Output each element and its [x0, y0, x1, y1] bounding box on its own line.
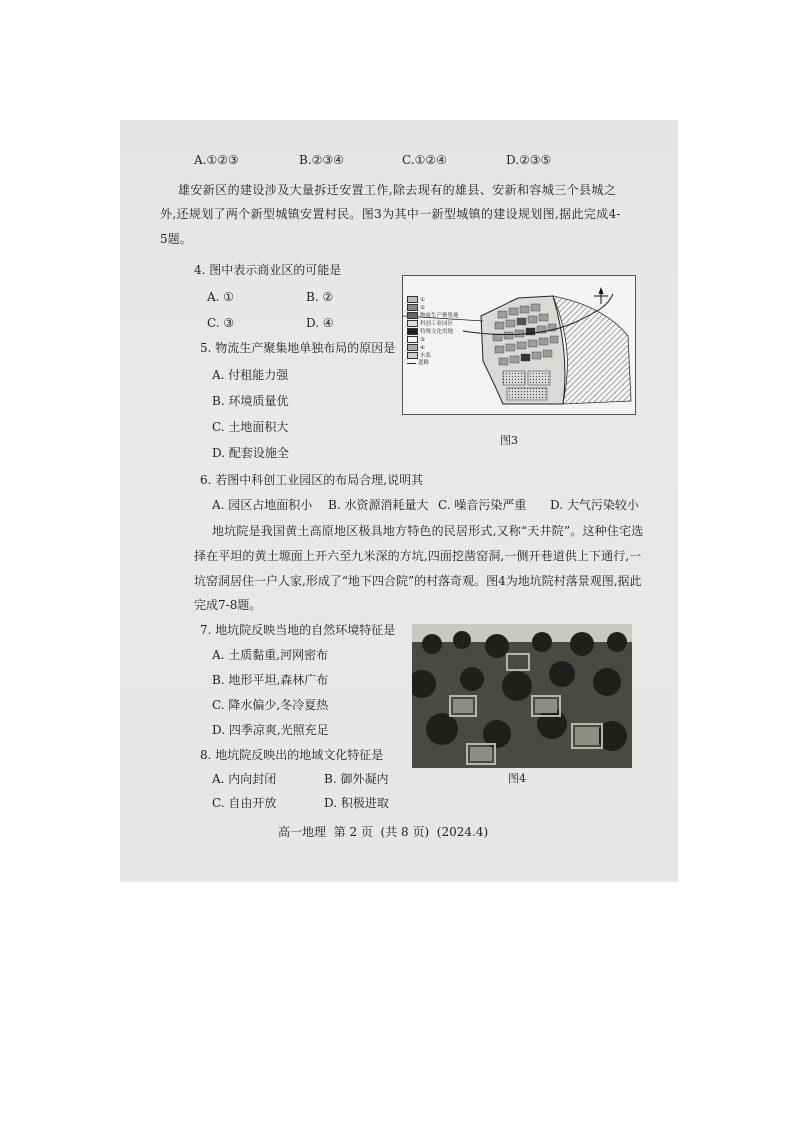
q5-stem: 5. 物流生产聚集地单独布局的原因是: [200, 341, 396, 355]
legend-item-road: 道路: [418, 360, 430, 366]
legend-item-1: ①: [420, 296, 425, 303]
q6-option-b: B. 水资源消耗量大: [328, 498, 429, 512]
legend-item-4: ④: [420, 344, 425, 351]
q7-option-c: C. 降水偏少,冬冷夏热: [212, 698, 329, 712]
q6-option-c: C. 噪音污染严重: [438, 498, 527, 512]
intro-4-5-line2: 外,还规划了两个新型城镇安置村民。图3为其中一新型城镇的建设规划图,据此完成4-: [160, 207, 621, 221]
q4-stem: 4. 图中表示商业区的可能是: [194, 263, 342, 277]
figure-4-caption: 图4: [508, 772, 526, 785]
intro-4-5-line1: 雄安新区的建设涉及大量拆迁安置工作,除去现有的雄县、安新和容城三个县城之: [178, 183, 617, 197]
figure-3-caption: 图3: [500, 434, 518, 447]
q5-option-d: D. 配套设施全: [212, 446, 289, 460]
q4-option-b: B. ②: [306, 290, 334, 304]
q4-option-d: D. ④: [306, 316, 334, 330]
q8-option-b: B. 御外凝内: [324, 772, 389, 786]
north-arrow-icon: [594, 287, 608, 304]
q8-stem: 8. 地坑院反映出的地域文化特征是: [200, 748, 384, 762]
q8-option-d: D. 积极进取: [324, 796, 389, 810]
village-photo-drawing: [412, 624, 632, 768]
legend-item-science-park: 科创工业园区: [420, 320, 454, 327]
legend-item-3: ③: [420, 336, 425, 343]
q3-option-b: B.②③④: [299, 153, 344, 167]
figure-3-legend: [403, 296, 483, 396]
page-footer: 高一地理 第 2 页 (共 8 页) (2024.4): [278, 825, 489, 839]
intro-7-8-line2: 择在平坦的黄土塬面上开六至九米深的方坑,四面挖凿窑洞,一侧开巷道供上下通行,一: [194, 549, 642, 563]
q3-option-c: C.①②④: [402, 153, 447, 167]
intro-4-5-line3: 5题。: [160, 232, 192, 246]
q7-stem: 7. 地坑院反映当地的自然环境特征是: [200, 623, 396, 637]
q5-option-a: A. 付租能力强: [212, 368, 289, 382]
intro-7-8-line4: 完成7-8题。: [194, 598, 262, 612]
q7-option-d: D. 四季凉爽,光照充足: [212, 723, 329, 737]
figure-4-village-photo: [412, 624, 632, 768]
q3-option-a: A.①②③: [194, 153, 239, 167]
q4-option-c: C. ③: [207, 316, 235, 330]
q3-option-d: D.②③⑤: [506, 153, 552, 167]
intro-7-8-line1: 地坑院是我国黄土高原地区极具地方特色的民居形式,又称“天井院”。这种住宅选: [212, 524, 644, 538]
q8-option-a: A. 内向封闭: [212, 772, 277, 786]
q3-options: [194, 153, 594, 169]
q8-option-c: C. 自由开放: [212, 796, 277, 810]
q6-stem: 6. 若图中科创工业园区的布局合理,说明其: [200, 473, 424, 487]
photographed-page: [120, 120, 678, 882]
intro-7-8-line3: 坑窑洞居住一户人家,形成了“地下四合院”的村落奇观。图4为地坑院村落景观图,据此: [194, 574, 642, 588]
q6-option-a: A. 园区占地面积小: [212, 498, 313, 512]
q7-option-b: B. 地形平坦,森林广布: [212, 673, 329, 687]
q6-option-d: D. 大气污染较小: [550, 498, 639, 512]
q4-option-a: A. ①: [207, 290, 235, 304]
q7-option-a: A. 土质黏重,河网密布: [212, 648, 329, 662]
legend-item-water: 水系: [420, 352, 432, 359]
legend-item-logistics: 物流生产聚集地: [420, 312, 459, 319]
q5-option-b: B. 环境质量优: [212, 394, 289, 408]
legend-item-2: ②: [420, 304, 425, 311]
legend-item-cultural-land: 特殊文化用地: [420, 328, 454, 335]
figure-3-planning-map: [402, 275, 636, 415]
q5-option-c: C. 土地面积大: [212, 420, 289, 434]
